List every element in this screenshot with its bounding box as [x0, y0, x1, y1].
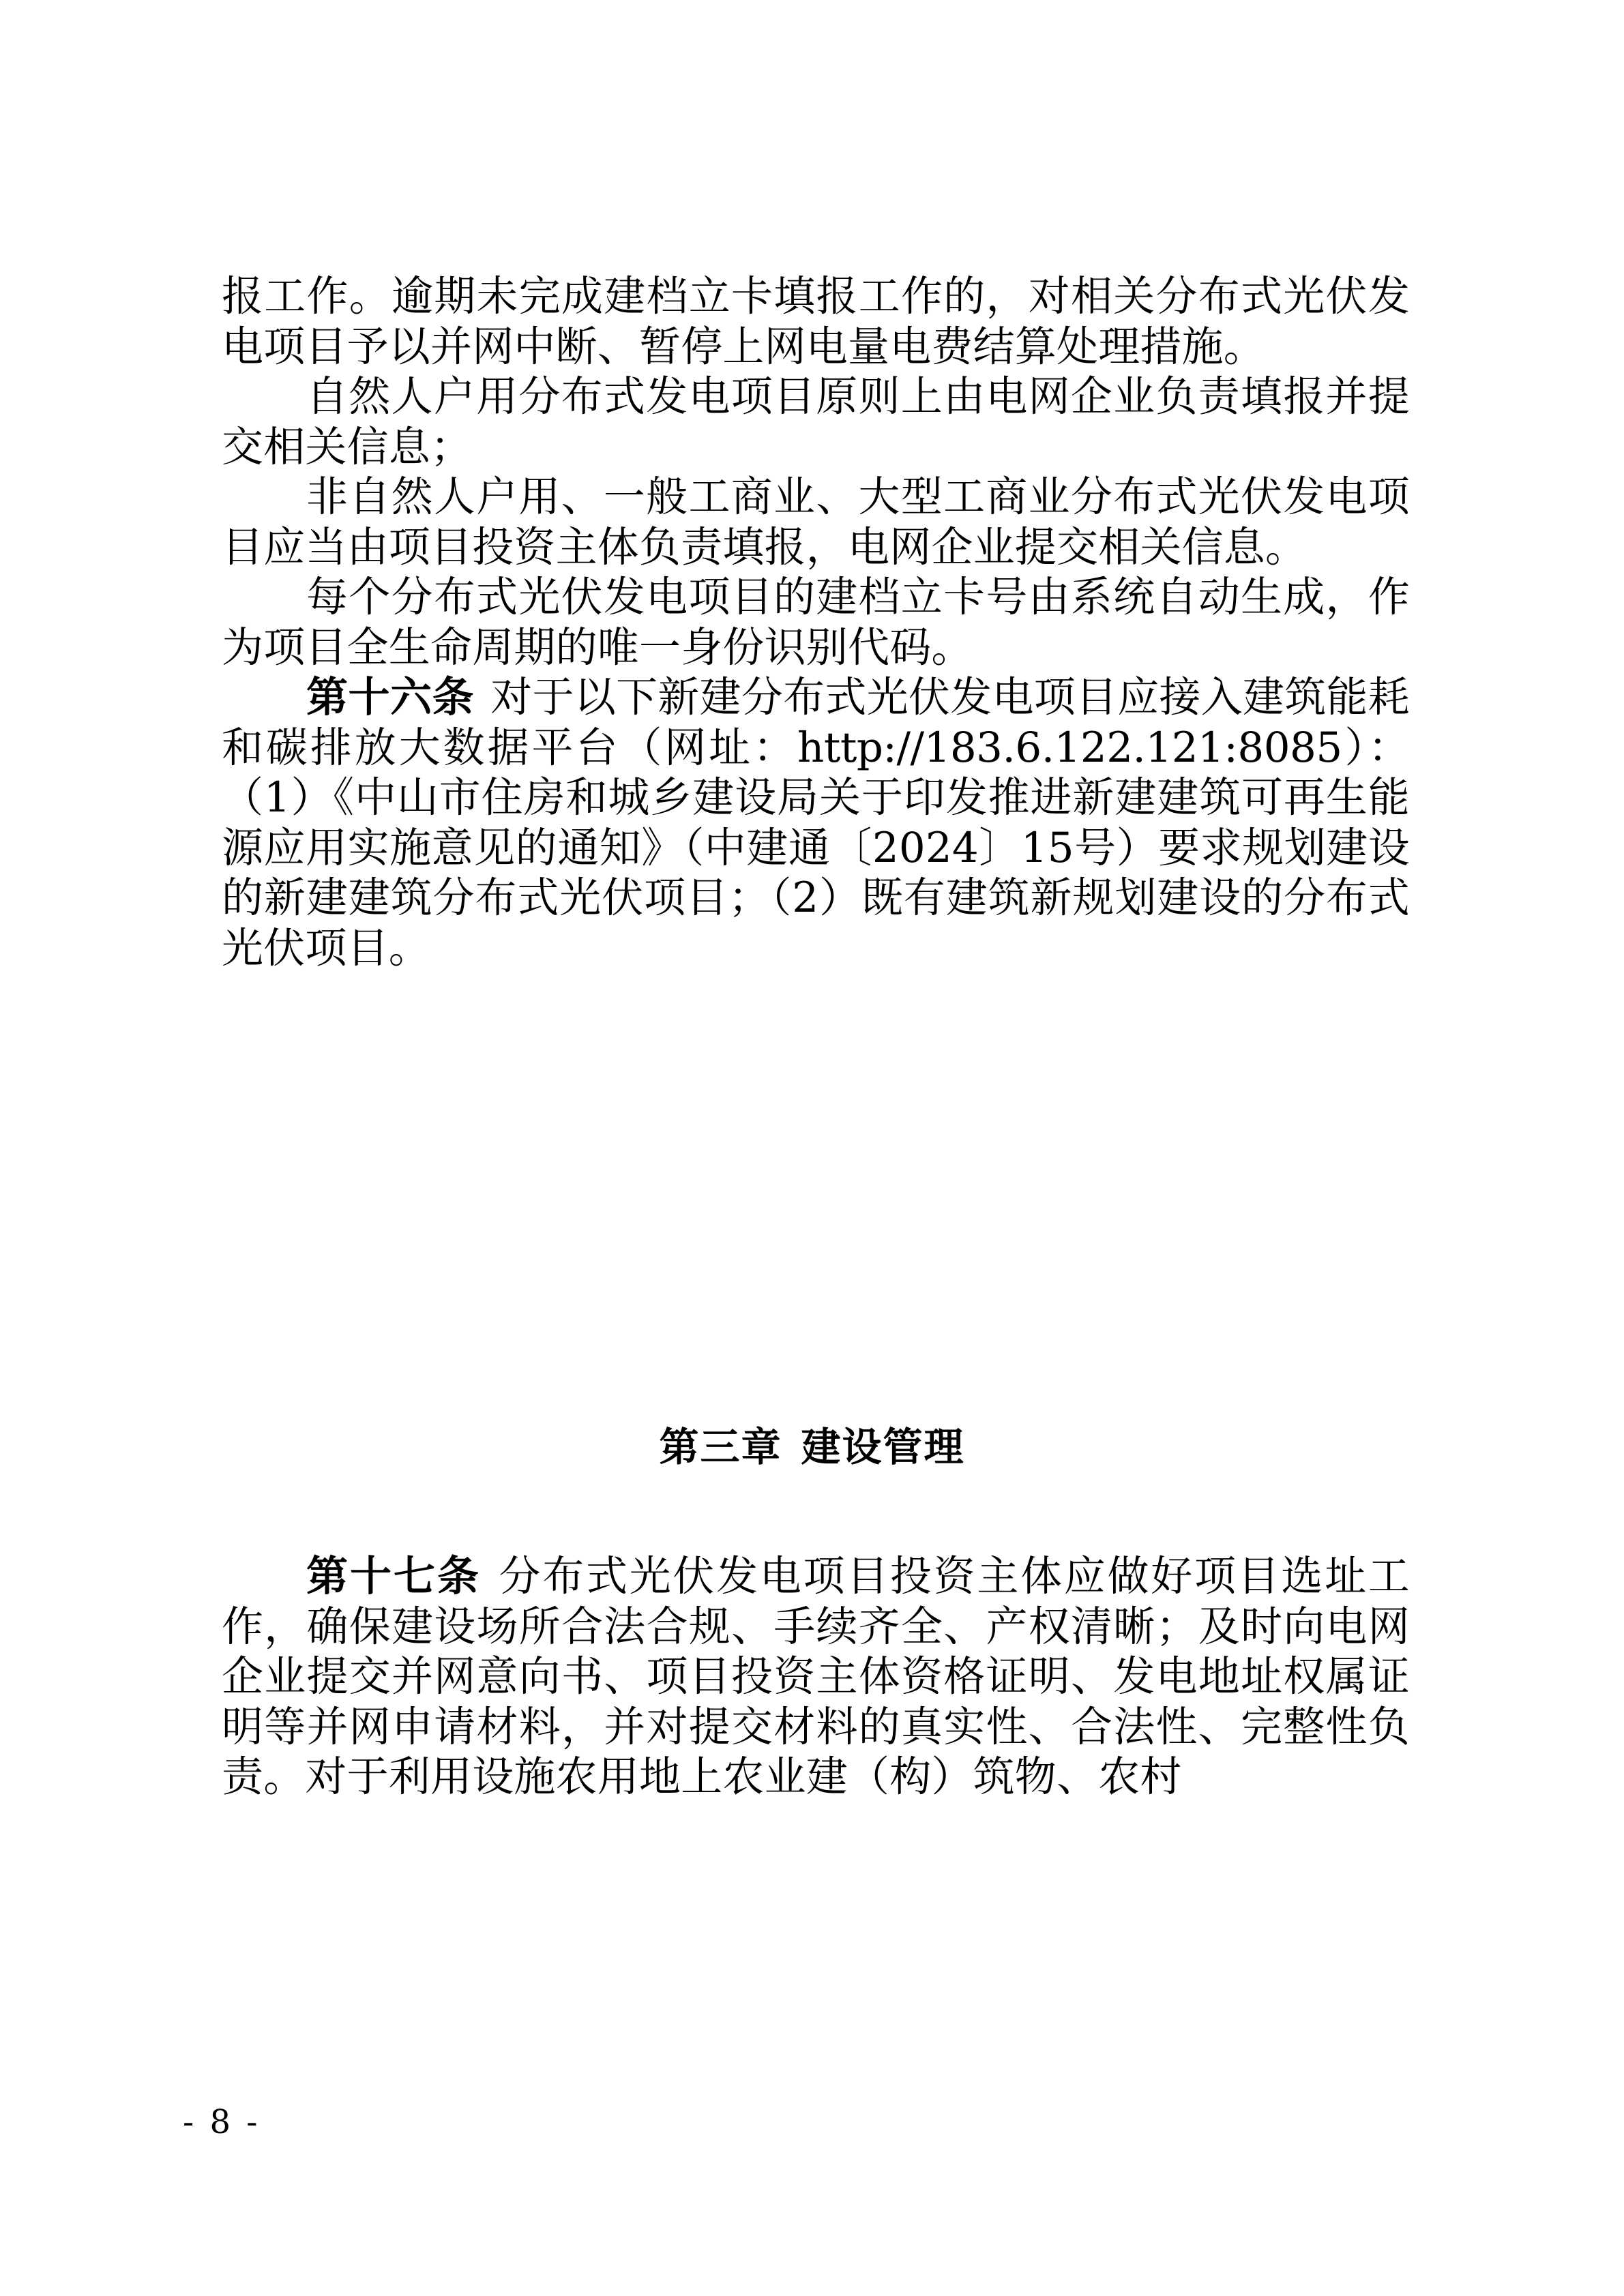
paragraph-non-natural-person: 非自然人户用、一般工商业、大型工商业分布式光伏发电项目应当由项目投资主体负责填报，电网企业提交相关信息。: [222, 473, 1410, 571]
document-body-text: [222, 271, 1410, 973]
chapter-3-heading: [0, 1422, 1624, 1472]
paragraph-continuation-filing: 报工作。逾期未完成建档立卡填报工作的，对相关分布式光伏发电项目予以并网中断、暂停上网电量电费结算处理措施。: [222, 272, 1410, 371]
paragraph-article-16: [222, 672, 1410, 973]
chapter-3-title: 建设管理: [801, 1424, 965, 1470]
article-17-text: 分布式光伏发电项目投资主体应做好项目选址工作，确保建设场所合法合规、手续齐全、产权清晰；及时向电网企业提交并网意向书、项目投资主体资格证明、发电地址权属证明等并网申请材料，并对提交材料的真实性、合法性、完整性负责。对于利用设施农用地上农业建（构）筑物、农村: [222, 1552, 1410, 1801]
document-body-text-lower: [222, 1551, 1410, 1802]
paragraph-article-17: [222, 1551, 1410, 1802]
article-16-text-before-url: 对于以下新建分布式光伏发电项目应接入建筑能耗和碳排放大数据平台（网址：: [222, 673, 1410, 772]
article-16-text-after-url: ）：（1）《中山市住房和城乡建设局关于印发推进新建建筑可再生能源应用实施意见的通知》（中建通〔2024〕15号）要求规划建设的新建建筑分布式光伏项目；（2）既有建筑新规划建设的分布式光伏项目。: [222, 723, 1410, 972]
chapter-3-number: 第三章: [659, 1424, 782, 1470]
paragraph-unique-code: 每个分布式光伏发电项目的建档立卡号由系统自动生成，作为项目全生命周期的唯一身份识别代码。: [222, 573, 1410, 672]
article-17-label: 第十七条: [306, 1552, 482, 1600]
building-energy-platform-url: http://183.6.122.121:8085: [797, 723, 1342, 772]
article-16-label: 第十六条: [306, 673, 475, 721]
paragraph-natural-person-household: 自然人户用分布式发电项目原则上由电网企业负责填报并提交相关信息；: [222, 372, 1410, 471]
page-number: - 8 -: [183, 2103, 261, 2141]
